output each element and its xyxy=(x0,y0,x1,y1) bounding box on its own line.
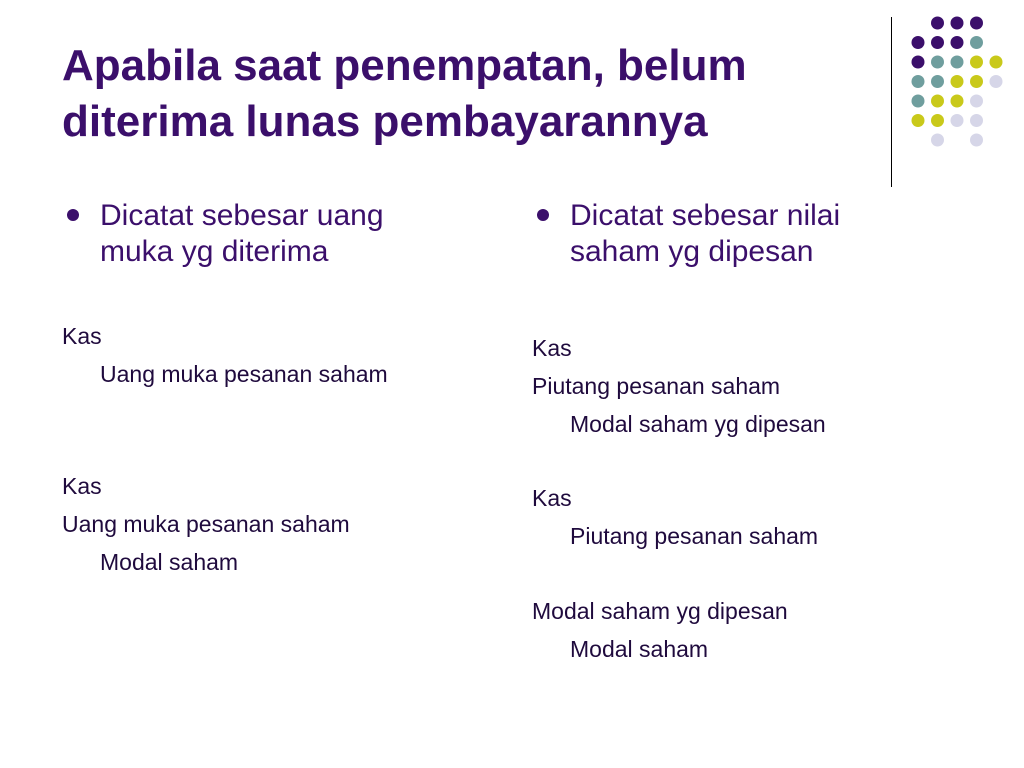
right-journal1-debit-1: Kas xyxy=(532,335,572,361)
decorative-dot xyxy=(970,36,983,49)
left-bullet-line-2: muka yg diterima xyxy=(100,235,329,268)
decorative-dot xyxy=(970,75,983,88)
left-bullet-line-1: Dicatat sebesar uang xyxy=(100,199,384,232)
decorative-dot xyxy=(970,134,983,147)
decorative-dot xyxy=(951,114,964,127)
decorative-dot xyxy=(970,114,983,127)
decorative-dot xyxy=(970,56,983,69)
left-journal2-credit: Modal saham xyxy=(100,549,239,575)
left-journal1-credit: Uang muka pesanan saham xyxy=(100,361,388,387)
right-bullet-point xyxy=(570,198,840,270)
decorative-dot xyxy=(912,56,925,69)
decorative-dot xyxy=(931,36,944,49)
decorative-dot xyxy=(951,95,964,108)
bullet-dot-icon xyxy=(67,209,79,221)
right-journal3-credit: Modal saham xyxy=(570,636,709,662)
right-journal3-debit: Modal saham yg dipesan xyxy=(532,598,788,624)
slide-title-line-2: diterima lunas pembayarannya xyxy=(62,97,708,146)
right-journal2-credit: Piutang pesanan saham xyxy=(570,523,819,549)
decorative-dot xyxy=(931,56,944,69)
right-bullet-line-2: saham yg dipesan xyxy=(570,235,814,268)
decorative-dot xyxy=(912,36,925,49)
right-journal2-debit: Kas xyxy=(532,485,572,511)
bullet-dot-icon xyxy=(537,209,549,221)
left-journal2-debit-1: Kas xyxy=(62,473,102,499)
decorative-dot xyxy=(931,134,944,147)
decorative-dot xyxy=(931,95,944,108)
decorative-dot xyxy=(931,75,944,88)
left-journal1-debit: Kas xyxy=(62,323,102,349)
decorative-dot xyxy=(951,17,964,30)
decorative-dot xyxy=(990,56,1003,69)
decorative-dot xyxy=(951,36,964,49)
left-journal2-debit-2: Uang muka pesanan saham xyxy=(62,511,350,537)
decorative-dot-grid xyxy=(0,0,1024,200)
right-journal1-credit: Modal saham yg dipesan xyxy=(570,411,826,437)
right-bullet-line-1: Dicatat sebesar nilai xyxy=(570,199,841,232)
decorative-dot xyxy=(970,17,983,30)
decorative-dot xyxy=(970,95,983,108)
decorative-dot xyxy=(912,75,925,88)
decorative-dot xyxy=(931,17,944,30)
right-journal1-debit-2: Piutang pesanan saham xyxy=(532,373,781,399)
decorative-dot xyxy=(912,114,925,127)
left-bullet-point xyxy=(100,198,384,270)
decorative-dot xyxy=(951,56,964,69)
decorative-dot xyxy=(931,114,944,127)
slide-title-line-1: Apabila saat penempatan, belum xyxy=(62,41,747,90)
decorative-dot xyxy=(912,95,925,108)
decorative-dot xyxy=(951,75,964,88)
decorative-dot xyxy=(990,75,1003,88)
